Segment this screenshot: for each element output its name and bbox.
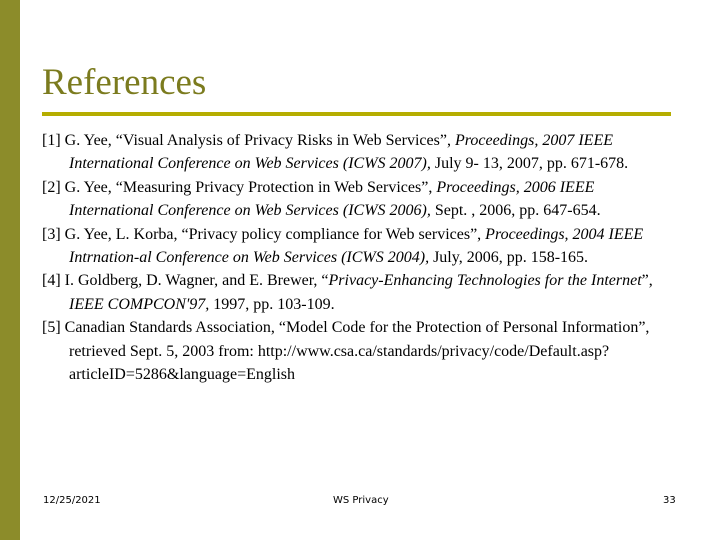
reference-number: [2] <box>42 178 61 196</box>
reference-text: G. Yee, “Visual Analysis of Privacy Risks in Web Services”, <box>64 132 455 149</box>
reference-text: I. Goldberg, D. Wagner, and E. Brewer, “ <box>64 272 329 290</box>
footer-date: 12/25/2021 <box>43 495 101 506</box>
reference-item <box>42 176 682 223</box>
slide-title: References <box>42 62 207 103</box>
reference-number: [3] <box>42 225 61 243</box>
reference-item <box>42 223 682 270</box>
reference-item <box>42 129 682 176</box>
reference-list <box>42 129 682 386</box>
left-accent-bar <box>0 0 20 540</box>
reference-text: July, 2006, pp. 158-165. <box>429 249 589 267</box>
footer-center-text: WS Privacy <box>333 495 389 506</box>
reference-text: 1997, pp. 103-109. <box>209 295 335 313</box>
reference-text: ”, <box>641 272 653 290</box>
reference-number: [5] <box>42 319 61 337</box>
reference-text: Canadian Standards Association, “Model Code for the Protection of Personal Information”, retrieved Sept. 5, 2003 from: http://www.csa.ca/standards/privacy/code/Default.asp?articleID=5286&language=English <box>64 319 650 384</box>
reference-item <box>42 316 682 386</box>
footer-page-number: 33 <box>663 495 676 506</box>
reference-text: Sept. , 2006, pp. 647-654. <box>430 202 601 220</box>
reference-text: July 9- 13, 2007, pp. 671-678. <box>430 155 629 173</box>
reference-source-text: Privacy-Enhancing Technologies for the Internet <box>328 272 642 290</box>
reference-item <box>42 269 682 316</box>
title-underline <box>42 112 671 116</box>
reference-source-text: Proceedings, 2004 IEEE Intrnation-al Conference on Web Services (ICWS 2004), <box>69 225 644 267</box>
reference-text: G. Yee, “Measuring Privacy Protection in Web Services”, <box>64 178 437 196</box>
reference-number: [4] <box>42 272 61 290</box>
reference-text: G. Yee, L. Korba, “Privacy policy compliance for Web services”, <box>64 225 486 243</box>
reference-source-text: Proceedings, 2006 IEEE International Conference on Web Services (ICWS 2006), <box>69 178 595 220</box>
reference-number: [1] <box>42 132 61 149</box>
reference-source-text: Proceedings, 2007 IEEE International Conference on Web Services (ICWS 2007), <box>69 132 613 173</box>
reference-source-text: IEEE COMPCON'97, <box>69 295 210 313</box>
